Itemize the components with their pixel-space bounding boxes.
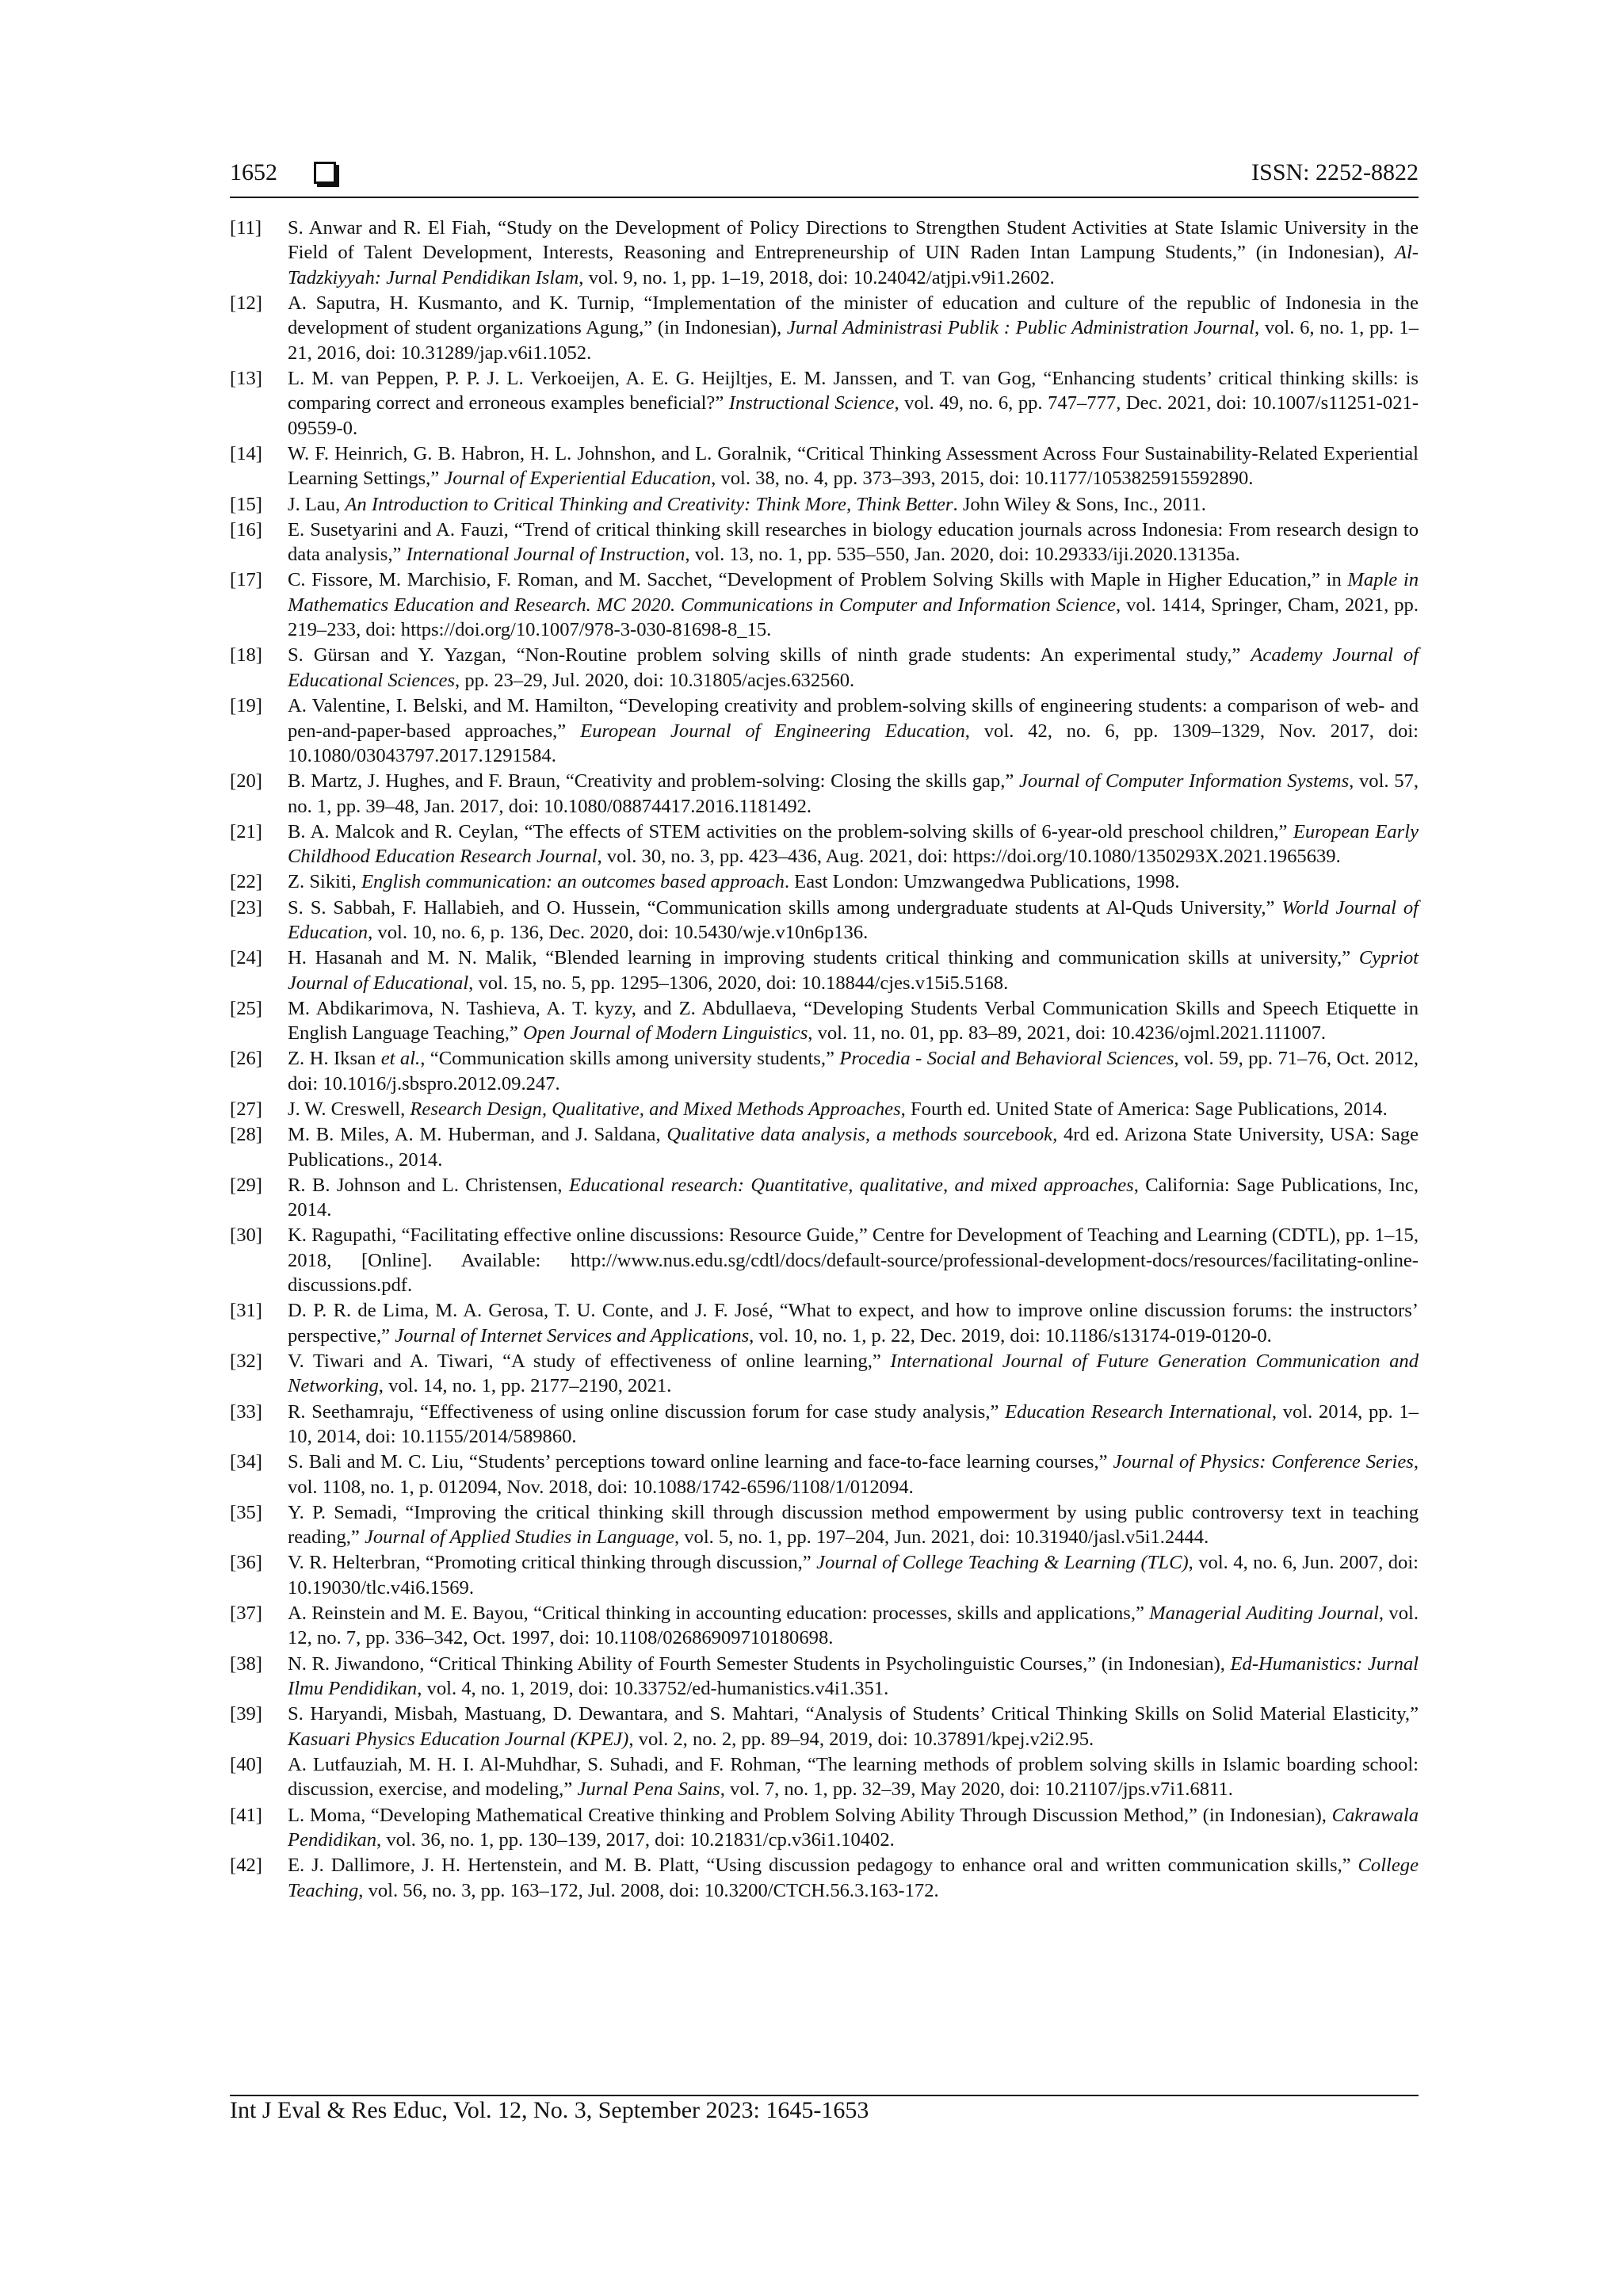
reference-text [288,1450,1419,1499]
reference-item [230,1046,1419,1096]
page-header [230,152,1419,193]
reference-text [288,441,1419,491]
reference-text-segment: , vol. 7, no. 1, pp. 32–39, May 2020, doi: 10.21107/jps.v7i1.6811. [720,1778,1233,1801]
reference-item [230,518,1419,567]
reference-text-segment: , California: Sage Publications, Inc, 2014. [288,1174,1419,1221]
reference-source-title: Academy Journal of Educational Sciences [288,644,1419,691]
reference-source-title: Journal of Computer Information Systems [1019,770,1350,793]
reference-text [288,1652,1419,1702]
reference-item [230,996,1419,1046]
reference-source-title: Cypriot Journal of Educational [288,947,1419,994]
reference-text-segment: Y. P. Semadi, “Improving the critical thinking skill through discussion method empowerment by using public controversy text in teaching reading,” [288,1501,1419,1549]
reference-text [288,1097,1419,1121]
reference-number: [21] [230,820,262,842]
reference-text-segment: , vol. 10, no. 1, p. 22, Dec. 2019, doi: 10.1186/s13174-019-0120-0. [749,1324,1272,1347]
reference-number: [20] [230,770,262,793]
reference-source-title: Procedia - Social and Behavioral Sciences [839,1048,1174,1070]
reference-text [288,769,1419,819]
reference-number: [18] [230,644,262,667]
reference-number: [35] [230,1501,262,1523]
reference-text-segment: , vol. 36, no. 1, pp. 130–139, 2017, doi: 10.21831/cp.v36i1.10402. [376,1828,895,1851]
reference-text-segment: A. Reinstein and M. E. Bayou, “Critical thinking in accounting education: processes, skills and applications,” [288,1603,1150,1625]
reference-text [288,819,1419,869]
reference-text [288,1853,1419,1903]
reference-number: [25] [230,997,262,1019]
reference-text-segment: . East London: Umzwangedwa Publications, 1998. [784,871,1180,893]
reference-text [288,1046,1419,1096]
reference-text-segment: B. Martz, J. Hughes, and F. Braun, “Creativity and problem-solving: Closing the skills gap,” [288,770,1019,793]
reference-number: [37] [230,1603,262,1625]
reference-source-title: Journal of Experiential Education [444,468,712,490]
reference-text-segment: J. Lau, [288,493,346,515]
reference-text [288,1550,1419,1600]
reference-item [230,441,1419,491]
reference-text-segment: S. S. Sabbah, F. Hallabieh, and O. Hussein, “Communication skills among undergraduate students at Al-Quds University,” [288,896,1282,919]
reference-item [230,1122,1419,1172]
reference-text-segment: , vol. 4, no. 1, 2019, doi: 10.33752/ed-humanistics.v4i1.351. [417,1678,889,1700]
reference-item [230,1601,1419,1651]
reference-source-title: Qualitative data analysis, a methods sourcebook, [666,1124,1058,1146]
reference-number: [26] [230,1048,262,1070]
reference-number: [14] [230,443,262,465]
reference-source-title: International Journal of Instruction [406,544,685,566]
reference-text-segment: J. W. Creswell, [288,1098,411,1120]
reference-text-segment: , vol. 42, no. 6, pp. 1309–1329, Nov. 2017, doi: 10.1080/03043797.2017.1291584. [288,720,1419,766]
reference-text-segment: , vol. 5, no. 1, pp. 197–204, Jun. 2021, doi: 10.31940/jasl.v5i1.2444. [674,1526,1209,1549]
reference-text-segment: , vol. 4, no. 6, Jun. 2007, doi: 10.19030/tlc.v4i6.1569. [288,1552,1419,1599]
reference-item [230,819,1419,869]
reference-number: [36] [230,1552,262,1574]
reference-item [230,216,1419,290]
reference-text-segment: A. Lutfauziah, M. H. I. Al-Muhdhar, S. Suhadi, and F. Rohman, “The learning methods of problem solving skills in Islamic boarding school: discussion, exercise, and modeling,” [288,1753,1419,1801]
reference-text-segment: R. B. Johnson and L. Christensen, [288,1174,569,1196]
reference-source-title: International Journal of Future Generation Communication and Networking [288,1350,1419,1397]
checkbox-square-icon [314,162,336,184]
reference-item [230,643,1419,693]
reference-source-title: Journal of College Teaching & Learning (TLC) [816,1552,1189,1574]
reference-text-segment: Z. H. Iksan [288,1048,381,1070]
reference-text-segment: . John Wiley & Sons, Inc., 2011. [953,493,1206,515]
footer-rule [230,2095,1419,2096]
reference-list [230,216,1419,1904]
reference-number: [32] [230,1350,262,1373]
reference-text [288,1803,1419,1853]
reference-text-segment: W. F. Heinrich, G. B. Habron, H. L. Johnshon, and L. Goralnik, “Critical Thinking Assessment Across Four Sustainability-Related Experiential Learning Settings,” [288,443,1419,490]
reference-text-segment: , vol. 59, pp. 71–76, Oct. 2012, doi: 10.1016/j.sbspro.2012.09.247. [288,1048,1419,1095]
reference-source-title: Jurnal Administrasi Publik : Public Administration Journal [786,317,1254,339]
reference-item [230,1400,1419,1450]
reference-text-segment: , vol. 49, no. 6, pp. 747–777, Dec. 2021, doi: 10.1007/s11251-021-09559-0. [288,392,1419,439]
reference-text [288,869,1419,894]
reference-number: [39] [230,1703,262,1725]
reference-number: [17] [230,569,262,591]
reference-text-segment: L. Moma, “Developing Mathematical Creative thinking and Problem Solving Ability Through Discussion Method,” (in Indonesian), [288,1804,1332,1826]
reference-source-title: Open Journal of Modern Linguistics [522,1022,808,1045]
reference-item [230,1652,1419,1702]
reference-text [288,492,1419,517]
reference-text-segment: , vol. 57, no. 1, pp. 39–48, Jan. 2017, doi: 10.1080/08874417.2016.1181492. [288,770,1419,817]
reference-text-segment: A. Saputra, H. Kusmanto, and K. Turnip, “Implementation of the minister of education and culture of the republic of Indonesia in the development of student organizations Agung,” (in Indonesian), [288,292,1419,339]
reference-text-segment: , vol. 9, no. 1, pp. 1–19, 2018, doi: 10.24042/atjpi.v9i1.2602. [579,266,1055,288]
reference-text-segment: , vol. 13, no. 1, pp. 535–550, Jan. 2020, doi: 10.29333/iji.2020.13135a. [685,544,1240,566]
reference-source-title: Research Design, Qualitative, and Mixed Methods Approaches [410,1098,901,1120]
reference-item [230,946,1419,995]
reference-number: [12] [230,292,262,315]
reference-text-segment: , vol. 11, no. 01, pp. 83–89, 2021, doi: 10.4236/ojml.2021.111007. [808,1022,1327,1045]
reference-text-segment: , vol. 12, no. 7, pp. 336–342, Oct. 1997, doi: 10.1108/02686909710180698. [288,1603,1419,1649]
reference-text [288,1702,1419,1752]
reference-item [230,693,1419,768]
reference-text-segment: , vol. 2014, pp. 1–10, 2014, doi: 10.1155/2014/589860. [288,1400,1419,1448]
reference-text [288,1349,1419,1399]
reference-item [230,869,1419,894]
reference-text-segment: , vol. 10, no. 6, p. 136, Dec. 2020, doi: 10.5430/wje.v10n6p136. [368,921,869,943]
reference-text-segment: C. Fissore, M. Marchisio, F. Roman, and M. Sacchet, “Development of Problem Solving Skills with Maple in Higher Education,” in [288,569,1348,591]
journal-footer: Int J Eval & Res Educ, Vol. 12, No. 3, September 2023: 1645-1653 [230,2097,869,2123]
reference-text [288,366,1419,441]
reference-source-title: An Introduction to Critical Thinking and Creativity: Think More, Think Better [345,493,953,515]
reference-text-segment: , vol. 1108, no. 1, p. 012094, Nov. 2018, doi: 10.1088/1742-6596/1108/1/012094. [288,1451,1419,1498]
reference-item [230,567,1419,642]
reference-text [288,567,1419,642]
reference-item [230,769,1419,819]
reference-text-segment: , vol. 6, no. 1, pp. 1–21, 2016, doi: 10.31289/jap.v6i1.1052. [288,317,1419,364]
reference-number: [41] [230,1804,262,1826]
reference-text [288,946,1419,995]
reference-item [230,1702,1419,1752]
reference-item [230,291,1419,365]
reference-number: [16] [230,518,262,541]
reference-text-segment: , vol. 1414, Springer, Cham, 2021, pp. 219–233, doi: https://doi.org/10.1007/978-3-030-81698-8_15. [288,594,1419,641]
reference-source-title: Al-Tadzkiyyah: Jurnal Pendidikan Islam [288,242,1419,288]
reference-text-segment: S. Haryandi, Misbah, Mastuang, D. Dewantara, and S. Mahtari, “Analysis of Students’ Critical Thinking Skills on Solid Material Elasticity,” [288,1703,1419,1725]
reference-text-segment: B. A. Malcok and R. Ceylan, “The effects of STEM activities on the problem-solving skills of 6-year-old preschool children,” [288,820,1293,842]
reference-item [230,1853,1419,1903]
reference-source-title: Kasuari Physics Education Journal (KPEJ) [288,1728,629,1750]
reference-source-title: Maple in Mathematics Education and Research. MC 2020. Communications in Computer and Information Science [288,569,1419,616]
reference-text-segment: , vol. 2, no. 2, pp. 89–94, 2019, doi: 10.37891/kpej.v2i2.95. [628,1728,1094,1750]
reference-source-title: Managerial Auditing Journal [1149,1603,1379,1625]
reference-text [288,291,1419,365]
reference-text-segment: K. Ragupathi, “Facilitating effective online discussions: Resource Guide,” Centre for Development of Teaching and Learning (CDTL), pp. 1–15, 2018, [Online]. Available: http://www.nus.edu.sg/cdtl/docs/default-source/professional-development-docs/resources/facilitating-online-discussions.pdf. [288,1224,1419,1297]
reference-text-segment: M. Abdikarimova, N. Tashieva, A. T. kyzy, and Z. Abdullaeva, “Developing Students Verbal Communication Skills and Speech Etiquette in English Language Teaching,” [288,997,1419,1045]
reference-source-title: Ed-Humanistics: Jurnal Ilmu Pendidikan [288,1652,1419,1700]
reference-source-title: Cakrawala Pendidikan [288,1804,1419,1851]
reference-text [288,1752,1419,1802]
reference-source-title: English communication: an outcomes based approach [361,871,785,893]
reference-number: [24] [230,947,262,969]
reference-item [230,1173,1419,1223]
reference-text-segment: S. Anwar and R. El Fiah, “Study on the Development of Policy Directions to Strengthen Student Activities at State Islamic University in the Field of Talent Development, Interests, Reasoning and Entrepreneurship of UIN Raden Intan Lampung Students,” (in Indonesian), [288,217,1419,264]
reference-number: [40] [230,1753,262,1775]
reference-text-segment: D. P. R. de Lima, M. A. Gerosa, T. U. Conte, and J. F. José, “What to expect, and how to improve online discussion forums: the instructors’ perspective,” [288,1300,1419,1347]
reference-text-segment: S. Bali and M. C. Liu, “Students’ perceptions toward online learning and face-to-face learning courses,” [288,1451,1113,1473]
reference-text [288,1122,1419,1172]
reference-number: [19] [230,695,262,717]
reference-source-title: College Teaching [288,1855,1419,1901]
reference-number: [13] [230,368,262,390]
reference-text-segment: , vol. 15, no. 5, pp. 1295–1306, 2020, doi: 10.18844/cjes.v15i5.5168. [468,972,1009,994]
reference-item [230,1550,1419,1600]
reference-text-segment: R. Seethamraju, “Effectiveness of using online discussion forum for case study analysis,” [288,1400,1006,1423]
reference-number: [33] [230,1400,262,1423]
reference-source-title: Jurnal Pena Sains [577,1778,720,1801]
reference-text-segment: A. Valentine, I. Belski, and M. Hamilton, “Developing creativity and problem-solving skills of engineering students: a comparison of web- and pen-and-paper-based approaches,” [288,695,1419,742]
reference-text [288,1400,1419,1450]
header-rule [230,197,1419,198]
reference-number: [42] [230,1855,262,1877]
reference-item [230,1298,1419,1348]
reference-item [230,1223,1419,1297]
reference-text [288,1500,1419,1550]
reference-item [230,1752,1419,1802]
reference-text [288,1298,1419,1348]
reference-source-title: European Journal of Engineering Education [580,720,965,742]
reference-item [230,896,1419,946]
reference-item [230,366,1419,441]
reference-item [230,1349,1419,1399]
reference-number: [27] [230,1098,262,1120]
reference-item [230,492,1419,517]
reference-text [288,643,1419,693]
reference-text [288,1223,1419,1297]
reference-source-title: Instructional Science [728,392,895,415]
reference-number: [34] [230,1451,262,1473]
reference-text-segment: Z. Sikiti, [288,871,361,893]
reference-source-title: Journal of Applied Studies in Language [364,1526,674,1549]
reference-source-title: et al. [380,1048,421,1070]
reference-text-segment: E. Susetyarini and A. Fauzi, “Trend of critical thinking skill researches in biology education journals across Indonesia: From research design to data analysis,” [288,518,1419,566]
reference-text-segment: V. R. Helterbran, “Promoting critical thinking through discussion,” [288,1552,817,1574]
reference-text-segment: , “Communication skills among university students,” [420,1048,840,1070]
reference-text [288,1601,1419,1651]
reference-text-segment: , Fourth ed. United State of America: Sage Publications, 2014. [900,1098,1388,1120]
reference-number: [28] [230,1124,262,1146]
reference-text-segment: E. J. Dallimore, J. H. Hertenstein, and M. B. Platt, “Using discussion pedagogy to enhance oral and written communication skills,” [288,1855,1358,1877]
reference-text [288,216,1419,290]
reference-text-segment: , vol. 38, no. 4, pp. 373–393, 2015, doi: 10.1177/1053825915592890. [711,468,1254,490]
reference-number: [38] [230,1652,262,1675]
reference-number: [29] [230,1174,262,1196]
reference-text [288,693,1419,768]
reference-text [288,896,1419,946]
reference-number: [30] [230,1224,262,1247]
reference-text-segment: 4rd ed. Arizona State University, USA: Sage Publications., 2014. [288,1124,1419,1171]
reference-source-title: Journal of Internet Services and Applications [395,1324,750,1347]
reference-text [288,996,1419,1046]
reference-text [288,518,1419,567]
reference-source-title: Journal of Physics: Conference Series [1113,1451,1414,1473]
reference-text-segment: S. Gürsan and Y. Yazgan, “Non-Routine problem solving skills of ninth grade students: An experimental study,” [288,644,1251,667]
reference-number: [15] [230,493,262,515]
reference-text-segment: , vol. 14, no. 1, pp. 2177–2190, 2021. [378,1375,672,1397]
reference-number: [22] [230,871,262,893]
reference-item [230,1097,1419,1121]
reference-text-segment: M. B. Miles, A. M. Huberman, and J. Saldana, [288,1124,667,1146]
reference-text [288,1173,1419,1223]
reference-source-title: European Early Childhood Education Research Journal [288,820,1419,868]
reference-number: [23] [230,896,262,919]
header-left [230,159,336,186]
reference-text-segment: L. M. van Peppen, P. P. J. L. Verkoeijen, A. E. G. Heijltjes, E. M. Janssen, and T. van Gog, “Enhancing students’ critical thinking skills: is comparing correct and erroneous examples beneficial?” [288,368,1419,415]
issn-label: ISSN: 2252-8822 [1251,159,1419,185]
reference-number: [31] [230,1300,262,1322]
reference-item [230,1450,1419,1499]
reference-item [230,1803,1419,1853]
page-number: 1652 [230,159,277,185]
reference-text-segment: , vol. 30, no. 3, pp. 423–436, Aug. 2021, doi: https://doi.org/10.1080/1350293X.2021.1965639. [597,846,1341,868]
reference-text-segment: N. R. Jiwandono, “Critical Thinking Ability of Fourth Semester Students in Psycholinguistic Courses,” (in Indonesian), [288,1652,1231,1675]
reference-item [230,1500,1419,1550]
reference-text-segment: H. Hasanah and M. N. Malik, “Blended learning in improving students critical thinking and communication skills at university,” [288,947,1359,969]
reference-source-title: Education Research International [1005,1400,1272,1423]
reference-text-segment: V. Tiwari and A. Tiwari, “A study of effectiveness of online learning,” [288,1350,891,1373]
reference-text-segment: , vol. 56, no. 3, pp. 163–172, Jul. 2008, doi: 10.3200/CTCH.56.3.163-172. [358,1879,939,1901]
reference-text-segment: , pp. 23–29, Jul. 2020, doi: 10.31805/acjes.632560. [455,669,855,691]
reference-source-title: World Journal of Education [288,896,1419,943]
reference-source-title: Educational research: Quantitative, qualitative, and mixed approaches [568,1174,1134,1196]
reference-number: [11] [230,217,262,239]
